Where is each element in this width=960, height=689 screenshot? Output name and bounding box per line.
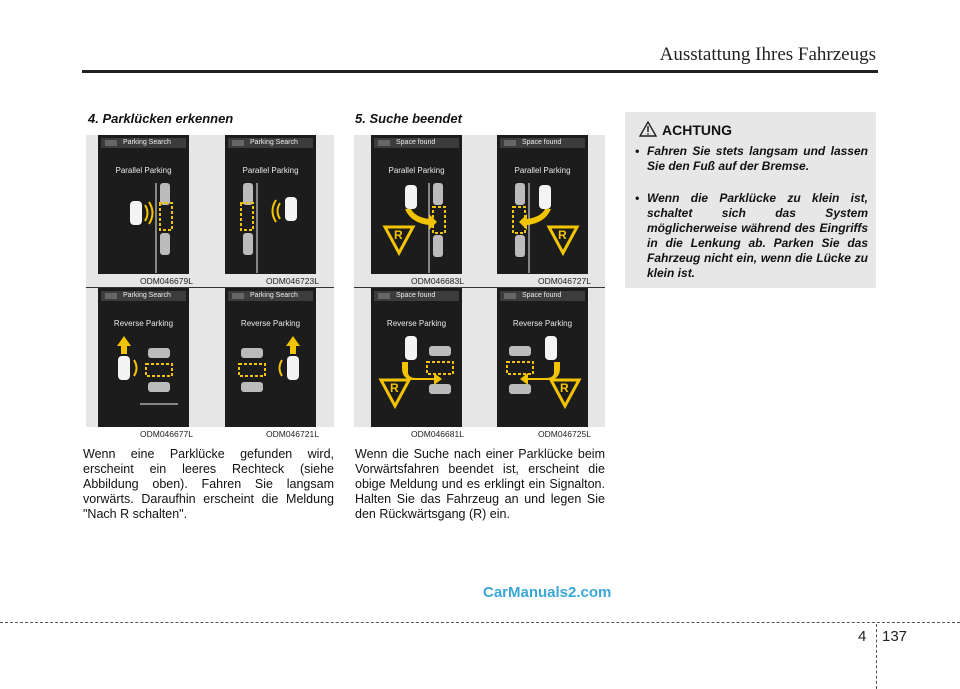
status-bar: Space found (374, 291, 459, 301)
image-code: ODM046679L (140, 276, 193, 286)
page-separator (876, 624, 877, 689)
section5-body-text: Wenn die Suche nach einer Parklücke beim Vorwärtsfahren beendet ist, erscheint die obige Meldung und es erklingt ein Signalton. Halten Sie das Fahrzeug an und legen Sie den Rückwärtsgang (R) ein. (355, 447, 605, 521)
image-code: ODM046723L (266, 276, 319, 286)
image-code: ODM046721L (266, 429, 319, 439)
mode-label: Parallel Parking (115, 166, 172, 175)
screen-panel (225, 288, 316, 427)
warning-item: • Wenn die Parklücke zu klein ist, schaltet sich das System möglicherweise während des Eingriffs in die Lenkung ab. Parken Sie das Fahrzeug nicht ein, wenn die Lücke zu klein ist. (635, 191, 868, 280)
mode-label: Reverse Parking (240, 319, 301, 328)
mode-label: Parallel Parking (388, 166, 445, 175)
mode-label: Reverse Parking (113, 319, 174, 328)
section5-title: 5. Suche beendet (355, 111, 462, 126)
footer-rule (0, 622, 960, 623)
parking-graphic-icon (371, 336, 462, 427)
status-bar: Space found (374, 138, 459, 148)
screen-panel (98, 135, 189, 274)
warning-triangle-icon (639, 121, 657, 137)
svg-text:R: R (394, 228, 403, 242)
status-bar: Space found (500, 138, 585, 148)
bullet-icon: • (635, 144, 640, 158)
section4-title: 4. Parklücken erkennen (88, 111, 234, 126)
page-number: 137 (882, 628, 908, 645)
parking-graphic-icon (98, 183, 189, 274)
section4-body-text: Wenn eine Parklücke gefunden wird, erscheint ein leeres Rechteck (siehe Abbildung oben). Fahren Sie langsam vorwärts. Daraufhin erscheint die Meldung "Nach R schalten". (83, 447, 334, 521)
image-code: ODM046725L (538, 429, 591, 439)
parking-graphic-icon (371, 183, 462, 274)
warning-item: • Fahren Sie stets langsam und lassen Sie den Fuß auf der Bremse. (635, 144, 868, 173)
screen-panel (497, 288, 588, 427)
status-bar: Parking Search (228, 291, 313, 301)
parking-graphic-icon (225, 336, 316, 427)
screen-panel (98, 288, 189, 427)
svg-text:R: R (390, 381, 399, 395)
parking-graphic-icon (497, 336, 588, 427)
mode-label: Parallel Parking (514, 166, 571, 175)
status-bar: Parking Search (101, 138, 186, 148)
mode-label: Parallel Parking (242, 166, 299, 175)
screen-panel (371, 288, 462, 427)
image-code: ODM046683L (411, 276, 464, 286)
bullet-icon: • (635, 191, 640, 205)
image-code: ODM046681L (411, 429, 464, 439)
parking-graphic-icon (497, 183, 588, 274)
screen-panel (225, 135, 316, 274)
image-code: ODM046677L (140, 429, 193, 439)
status-bar: Space found (500, 291, 585, 301)
parking-graphic-icon (225, 183, 316, 274)
header-title: Ausstattung Ihres Fahrzeugs (659, 44, 876, 65)
svg-text:R: R (558, 228, 567, 242)
header-rule (82, 70, 878, 73)
chapter-number: 4 (858, 628, 867, 645)
warning-title: ACHTUNG (662, 122, 732, 138)
svg-text:R: R (560, 381, 569, 395)
parking-graphic-icon (98, 336, 189, 427)
mode-label: Reverse Parking (512, 319, 573, 328)
image-code: ODM046727L (538, 276, 591, 286)
screen-panel (497, 135, 588, 274)
mode-label: Reverse Parking (386, 319, 447, 328)
status-bar: Parking Search (228, 138, 313, 148)
warning-box (625, 112, 876, 288)
screen-panel (371, 135, 462, 274)
watermark-link[interactable]: CarManuals2.com (483, 584, 612, 601)
status-bar: Parking Search (101, 291, 186, 301)
